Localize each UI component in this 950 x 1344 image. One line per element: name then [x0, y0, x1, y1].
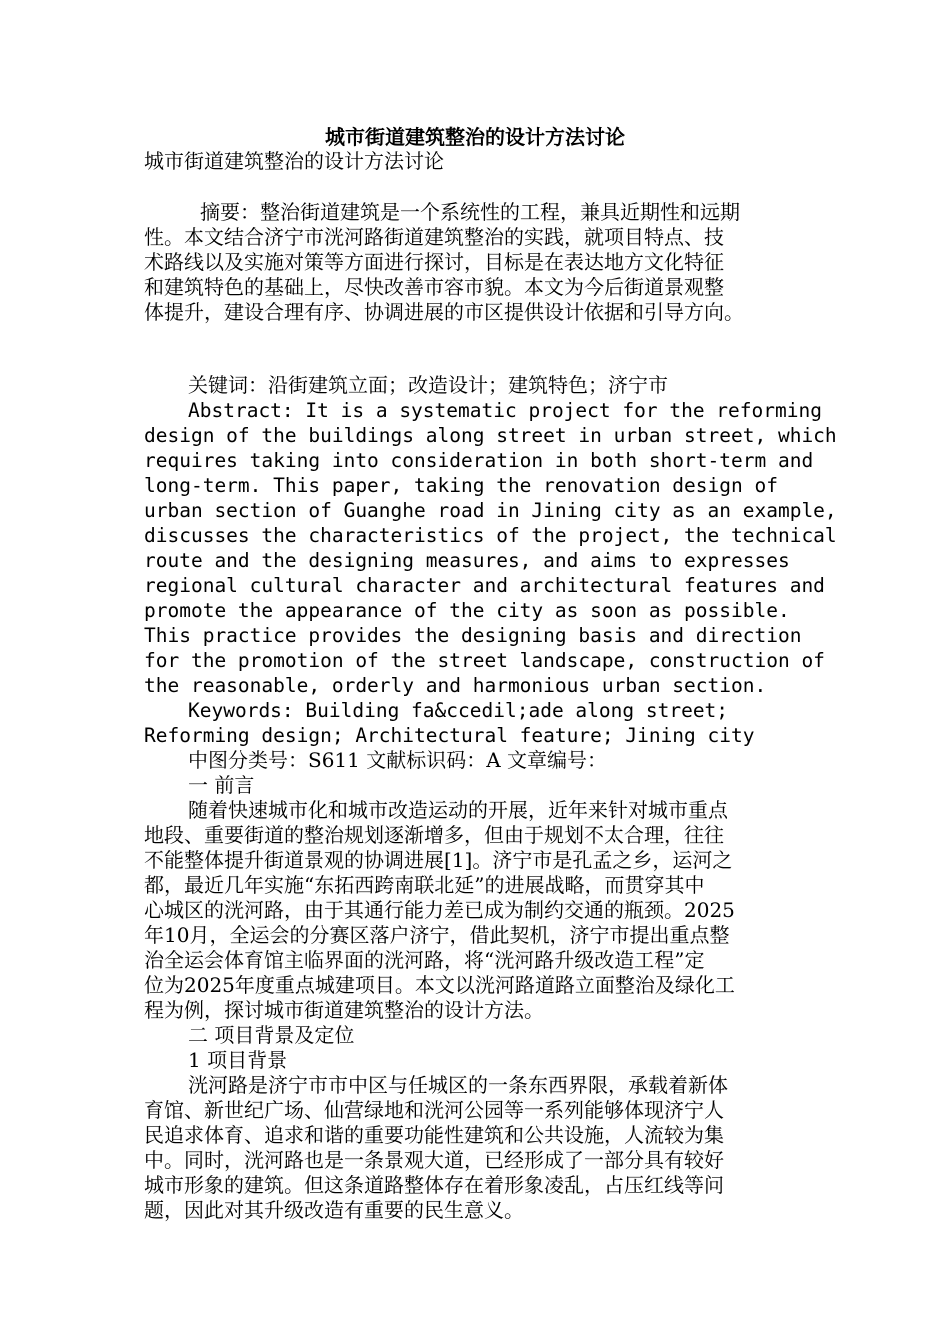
- body-line: 民追求体育、追求和谐的重要功能性建筑和公共设施，人流较为集: [144, 1123, 724, 1147]
- abstract-cn-line: 术路线以及实施对策等方面进行探讨，目标是在表达地方文化特征: [144, 250, 724, 274]
- body-line: 地段、重要街道的整治规划逐渐增多，但由于规划不太合理，往往: [144, 823, 724, 847]
- body-line: 位为2025年度重点城建项目。本文以洸河路道路立面整治及绿化工: [144, 973, 735, 997]
- body-line: 洸河路是济宁市市中区与任城区的一条东西界限，承载着新体: [188, 1073, 728, 1097]
- classification-line: 中图分类号：S611 文献标识码：A 文章编号：: [188, 748, 608, 772]
- keywords-en-line: Keywords: Building fa&ccedil;ade along street;: [188, 699, 729, 722]
- body-line: 心城区的洸河路，由于其通行能力差已成为制约交通的瓶颈。2025: [144, 898, 735, 922]
- abstract-en-line: design of the buildings along street in urban street, which: [144, 424, 837, 447]
- section-heading: 一 前言: [188, 773, 255, 797]
- abstract-en-line: promote the appearance of the city as soon as possible.: [144, 599, 790, 622]
- abstract-cn-line: 和建筑特色的基础上，尽快改善市容市貌。本文为今后街道景观整: [144, 275, 724, 299]
- body-line: 随着快速城市化和城市改造运动的开展，近年来针对城市重点: [188, 798, 728, 822]
- abstract-en-line: urban section of Guanghe road in Jining city as an example,: [144, 499, 837, 522]
- abstract-cn-line: 性。本文结合济宁市洸河路街道建筑整治的实践，就项目特点、技: [144, 225, 724, 249]
- abstract-en-line: long-term. This paper, taking the renovation design of: [144, 474, 778, 497]
- abstract-en-line: regional cultural character and architectural features and: [144, 574, 825, 597]
- body-line: 题，因此对其升级改造有重要的民生意义。: [144, 1198, 524, 1222]
- document-title: 城市街道建筑整治的设计方法讨论: [325, 125, 625, 149]
- subsection-heading: 1 项目背景: [188, 1048, 288, 1072]
- section-heading: 二 项目背景及定位: [188, 1023, 355, 1047]
- abstract-en-line: route and the designing measures, and aims to expresses: [144, 549, 790, 572]
- abstract-en-line: This practice provides the designing basis and direction: [144, 624, 802, 647]
- keywords-cn: 关键词：沿街建筑立面；改造设计；建筑特色；济宁市: [188, 373, 668, 397]
- body-line: 年10月，全运会的分赛区落户济宁，借此契机，济宁市提出重点整: [144, 923, 730, 947]
- abstract-en-line: discusses the characteristics of the project, the technical: [144, 524, 837, 547]
- body-line: 治全运会体育馆主临界面的洸河路，将“洸河路升级改造工程”定: [144, 948, 705, 972]
- abstract-cn-line: 体提升，建设合理有序、协调进展的市区提供设计依据和引导方向。: [144, 300, 744, 324]
- abstract-cn-line: 摘要：整治街道建筑是一个系统性的工程，兼具近期性和远期: [200, 200, 740, 224]
- abstract-en-line: requires taking into consideration in both short-term and: [144, 449, 814, 472]
- body-line: 中。同时，洸河路也是一条景观大道，已经形成了一部分具有较好: [144, 1148, 724, 1172]
- abstract-en-line: Abstract: It is a systematic project for the reforming: [188, 399, 822, 422]
- body-line: 程为例，探讨城市街道建筑整治的设计方法。: [144, 998, 544, 1022]
- keywords-en-line: Reforming design; Architectural feature; Jining city: [144, 724, 755, 747]
- body-line: 不能整体提升街道景观的协调进展[1]。济宁市是孔孟之乡，运河之: [144, 848, 733, 872]
- document-subtitle: 城市街道建筑整治的设计方法讨论: [144, 149, 444, 173]
- body-line: 育馆、新世纪广场、仙营绿地和洸河公园等一系列能够体现济宁人: [144, 1098, 724, 1122]
- abstract-en-line: the reasonable, orderly and harmonious urban section.: [144, 674, 767, 697]
- body-line: 都，最近几年实施“东拓西跨南联北延”的进展战略，而贯穿其中: [144, 873, 705, 897]
- abstract-en-line: for the promotion of the street landscape, construction of: [144, 649, 825, 672]
- body-line: 城市形象的建筑。但这条道路整体存在着形象凌乱，占压红线等问: [144, 1173, 724, 1197]
